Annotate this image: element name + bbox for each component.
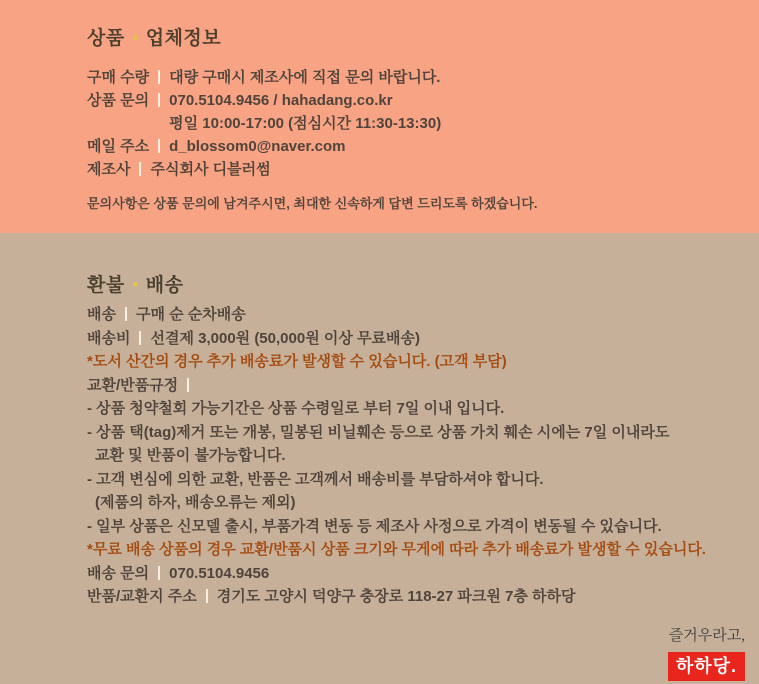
info-row <box>87 135 729 158</box>
info-row-value: 대량 구매시 제조사에 직접 문의 바랍니다. <box>169 69 441 86</box>
info-row-label: 구매 수량 <box>87 69 150 86</box>
info-row <box>87 89 729 135</box>
title-dot-icon <box>133 282 138 287</box>
shipping-line-text: - 고객 변심에 의한 교환, 반품은 고객께서 배송비를 부담하셔야 합니다. <box>87 470 544 488</box>
shipping-line-label: 교환/반품규정 <box>87 376 179 394</box>
shipping-line-label: 배송비 <box>87 329 131 347</box>
separator-bar <box>158 139 160 153</box>
refund-shipping-line <box>87 562 739 586</box>
product-info-title-left: 상품 <box>87 28 125 49</box>
refund-shipping-line <box>87 515 739 539</box>
separator-bar <box>158 93 160 107</box>
shipping-line-text: 교환 및 반품이 불가능합니다. <box>95 447 286 464</box>
shipping-line-value: 구매 순 순차배송 <box>135 306 246 323</box>
separator-bar <box>158 70 160 84</box>
info-row <box>87 158 729 181</box>
shipping-line-text: - 상품 택(tag)제거 또는 개봉, 밀봉된 비닐훼손 등으로 상품 가치 훼손 시에는 7일 이내라도 <box>87 423 670 441</box>
product-info-rows <box>87 66 729 181</box>
info-row-label: 제조사 <box>87 161 131 178</box>
refund-shipping-line <box>87 585 739 609</box>
shipping-line-text: *도서 산간의 경우 추가 배송료가 발생할 수 있습니다. (고객 부담) <box>87 353 507 370</box>
separator-bar <box>125 307 127 321</box>
brand-logo <box>668 624 745 681</box>
refund-shipping-title-left: 환불 <box>87 275 125 296</box>
info-row-value-line2: 평일 10:00-17:00 (점심시간 11:30-13:30) <box>169 115 442 132</box>
shipping-line-value: 선결제 3,000원 (50,000원 이상 무료배송) <box>150 329 420 347</box>
refund-shipping-line <box>87 538 739 562</box>
refund-shipping-line <box>87 303 739 327</box>
refund-shipping-line <box>87 444 739 468</box>
info-row <box>87 66 729 89</box>
shipping-line-text: *무료 배송 상품의 경우 교환/반품시 상품 크기와 무게에 따라 추가 배송료가 발생할 수 있습니다. <box>87 541 706 558</box>
refund-shipping-line <box>87 374 739 398</box>
shipping-line-text: - 상품 청약철회 가능기간은 상품 수령일로 부터 7일 이내 입니다. <box>87 400 505 417</box>
shipping-line-value: 070.5104.9456 <box>169 564 270 582</box>
refund-shipping-line <box>87 350 739 374</box>
info-row-value: d_blossom0@naver.com <box>169 138 346 155</box>
shipping-line-label: 반품/교환지 주소 <box>87 588 197 605</box>
info-row-label: 상품 문의 <box>87 92 150 109</box>
title-dot-icon <box>133 35 138 40</box>
refund-shipping-title <box>87 275 739 297</box>
separator-bar <box>158 566 160 580</box>
refund-shipping-line <box>87 397 739 421</box>
shipping-line-label: 배송 <box>87 306 116 323</box>
shipping-line-text: (제품의 하자, 배송오류는 제외) <box>95 494 296 511</box>
shipping-line-label: 배송 문의 <box>87 564 150 582</box>
separator-bar <box>206 589 208 603</box>
refund-shipping-line <box>87 468 739 492</box>
separator-bar <box>139 162 141 176</box>
refund-shipping-line <box>87 421 739 445</box>
brand-badge: 하하당. <box>668 652 745 681</box>
shipping-line-text: - 일부 상품은 신모델 출시, 부품가격 변동 등 제조사 사정으로 가격이 변동될 수 있습니다. <box>87 517 662 535</box>
product-info-section <box>0 0 759 233</box>
info-row-value: 주식회사 디블러썸 <box>150 161 271 178</box>
refund-shipping-title-right: 배송 <box>145 275 184 296</box>
brand-tagline: 즐거우라고, <box>668 628 745 644</box>
info-row-label: 메일 주소 <box>87 138 150 155</box>
refund-shipping-lines <box>87 303 739 609</box>
product-info-note: 문의사항은 상품 문의에 남겨주시면, 최대한 신속하게 답변 드리도록 하겠습니다. <box>87 196 538 211</box>
separator-bar <box>139 331 141 345</box>
product-info-title <box>87 28 729 50</box>
shipping-line-value: 경기도 고양시 덕양구 충장로 118-27 파크원 7층 하하당 <box>216 588 576 605</box>
info-row-value: 070.5104.9456 / hahadang.co.kr <box>169 92 393 109</box>
refund-shipping-section <box>0 233 759 684</box>
refund-shipping-line <box>87 327 739 351</box>
product-info-title-right: 업체정보 <box>145 28 222 49</box>
refund-shipping-line <box>87 491 739 515</box>
separator-bar <box>187 378 189 392</box>
